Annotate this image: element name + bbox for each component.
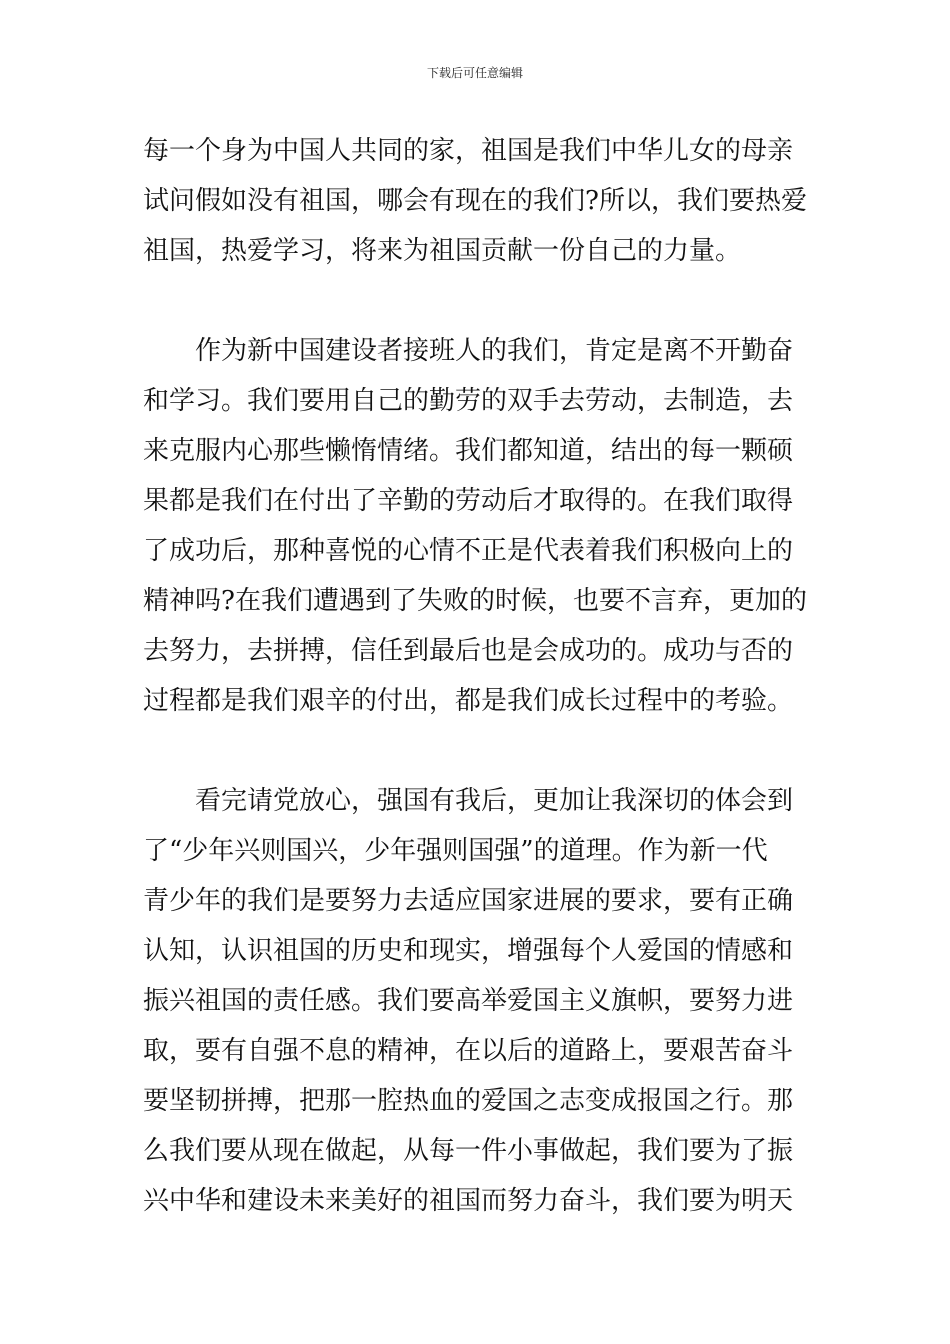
paragraph-spacer	[143, 276, 807, 326]
paragraph-line: 认知，认识祖国的历史和现实，增强每个人爱国的情感和	[143, 936, 794, 966]
header-note: 下载后可任意编辑	[426, 66, 523, 80]
paragraph-1	[143, 126, 807, 276]
paragraph-line: 祖国，热爱学习，将来为祖国贡献一份自己的力量。	[143, 236, 742, 266]
paragraph-line: 了成功后，那种喜悦的心情不正是代表着我们积极向上的	[143, 536, 794, 566]
paragraph-spacer	[143, 726, 807, 776]
paragraph-line: 试问假如没有祖国，哪会有现在的我们?所以，我们要热爱	[143, 186, 807, 216]
paragraph-line: 振兴祖国的责任感。我们要高举爱国主义旗帜，要努力进	[143, 986, 794, 1016]
paragraph-line: 来克服内心那些懒惰情绪。我们都知道，结出的每一颗硕	[143, 436, 794, 466]
paragraph-line: 取，要有自强不息的精神，在以后的道路上，要艰苦奋斗	[143, 1036, 794, 1066]
paragraph-line: 和学习。我们要用自己的勤劳的双手去劳动，去制造，去	[143, 386, 794, 416]
paragraph-line: 精神吗?在我们遭遇到了失败的时候，也要不言弃，更加的	[143, 586, 807, 616]
paragraph-line: 过程都是我们艰辛的付出，都是我们成长过程中的考验。	[143, 686, 794, 716]
paragraph-line: 么我们要从现在做起，从每一件小事做起，我们要为了振	[143, 1136, 794, 1166]
paragraph-line: 了“少年兴则国兴，少年强则国强”的道理。作为新一代	[143, 836, 768, 866]
body-text	[143, 126, 807, 1226]
paragraph-line: 看完请党放心，强国有我后，更加让我深切的体会到	[195, 786, 794, 816]
paragraph-3	[143, 776, 807, 1226]
paragraph-line: 去努力，去拼搏，信任到最后也是会成功的。成功与否的	[143, 636, 794, 666]
paragraph-line: 作为新中国建设者接班人的我们，肯定是离不开勤奋	[195, 336, 794, 366]
paragraph-line: 每一个身为中国人共同的家，祖国是我们中华儿女的母亲	[143, 136, 794, 166]
paragraph-line: 青少年的我们是要努力去适应国家进展的要求，要有正确	[143, 886, 794, 916]
paragraph-line: 兴中华和建设未来美好的祖国而努力奋斗，我们要为明天	[143, 1186, 794, 1216]
paragraph-2	[143, 326, 807, 726]
paragraph-line: 要坚韧拼搏，把那一腔热血的爱国之志变成报国之行。那	[143, 1086, 794, 1116]
paragraph-line: 果都是我们在付出了辛勤的劳动后才取得的。在我们取得	[143, 486, 794, 516]
